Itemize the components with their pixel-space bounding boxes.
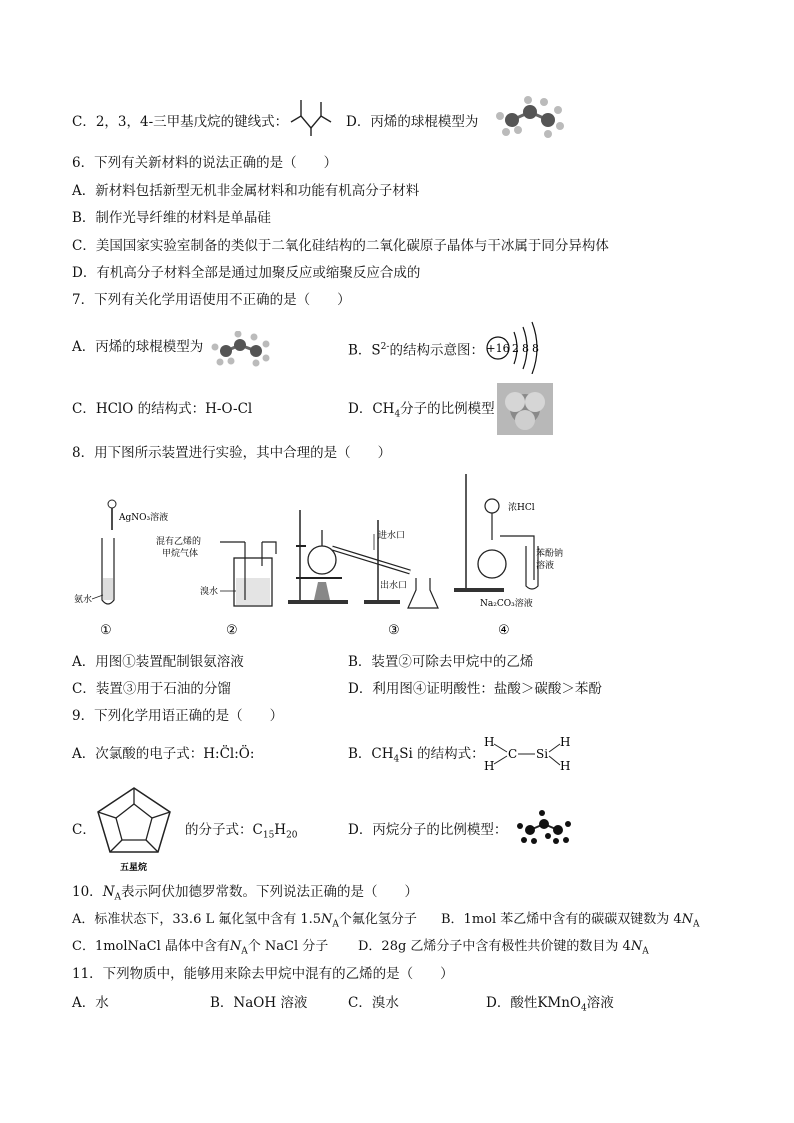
q7-option-a: A．丙烯的球棍模型为 bbox=[72, 339, 204, 355]
q10-option-d: D．28g 乙烯分子中含有极性共价键的数目为 $4N_A$ bbox=[358, 939, 649, 957]
q7-option-d: D．$CH_4$分子的比例模型 bbox=[348, 401, 495, 420]
q11-option-c: C．溴水 bbox=[348, 995, 399, 1011]
s-nucleus-label: +16 bbox=[486, 342, 510, 355]
fig4-sol-label-2: 溶液 bbox=[536, 561, 555, 571]
q10-option-c: C．1molNaCl 晶体中含有$N_A$个 NaCl 分子 bbox=[72, 939, 329, 957]
fig-label-4: ④ bbox=[498, 623, 510, 638]
q10-option-a: A．标准状态下，33.6 L 氟化氢中含有 $1.5N_A$个氟化氢分子 bbox=[72, 912, 417, 930]
pentaprismane-structure bbox=[92, 782, 176, 874]
apparatus-1 bbox=[74, 500, 168, 605]
fig2-bottle-label: 溴水 bbox=[200, 587, 219, 597]
q6-option-b: B．制作光导纤维的材料是单晶硅 bbox=[72, 210, 271, 226]
fig3-inlet-label: 进水口 bbox=[378, 531, 406, 541]
svg-text:H: H bbox=[560, 735, 571, 749]
sulfide-ion-structure-diagram bbox=[484, 318, 548, 374]
q9-option-b: B．$CH_4Si$ 的结构式： bbox=[348, 746, 485, 765]
fig1-reagent-label: AgNO₃溶液 bbox=[119, 513, 169, 523]
q6-stem: 6．下列有关新材料的说法正确的是（ ） bbox=[72, 155, 338, 171]
svg-text:H: H bbox=[484, 735, 495, 749]
q8-option-c: C．装置③用于石油的分馏 bbox=[72, 681, 231, 697]
s-shell-2: 8 bbox=[522, 342, 529, 355]
methane-space-filling-model bbox=[497, 383, 553, 435]
q7-option-b: B．$S^{2-}$的结构示意图： bbox=[348, 342, 484, 359]
pentaprismane-caption: 五星烷 bbox=[120, 863, 148, 873]
propene-ball-stick-model-small bbox=[210, 331, 272, 367]
q11-option-b: B．NaOH 溶液 bbox=[210, 995, 308, 1011]
q7-option-c: C．HClO 的结构式：H-O-Cl bbox=[72, 401, 253, 417]
q8-stem: 8．用下图所示装置进行实验，其中合理的是（ ） bbox=[72, 445, 392, 461]
apparatus-3 bbox=[288, 510, 438, 608]
fig-label-1: ① bbox=[100, 623, 112, 638]
q9-option-c: 的分子式：$C_{15}H_{20}$ bbox=[185, 822, 298, 841]
apparatus-4 bbox=[454, 474, 563, 609]
fig2-gas-label-1: 混有乙烯的 bbox=[156, 537, 202, 547]
q9-option-d: D．丙烷分子的比例模型： bbox=[348, 822, 508, 838]
fig4-flask-label: Na₂CO₃溶液 bbox=[480, 599, 533, 609]
ch4si-structural-formula bbox=[482, 732, 572, 776]
fig4-sol-label-1: 苯酚钠 bbox=[536, 549, 564, 559]
fig-label-3: ③ bbox=[388, 623, 400, 638]
q6-option-a: A．新材料包括新型无机非金属材料和功能有机高分子材料 bbox=[72, 183, 420, 199]
q8-option-d: D．利用图④证明酸性：盐酸＞碳酸＞苯酚 bbox=[348, 681, 602, 697]
q9-stem: 9．下列化学用语正确的是（ ） bbox=[72, 708, 284, 724]
q8-option-a: A．用图①装置配制银氨溶液 bbox=[72, 654, 244, 670]
q9-option-c-label: C． bbox=[72, 822, 96, 838]
svg-text:C: C bbox=[508, 747, 518, 761]
svg-text:H: H bbox=[484, 759, 495, 773]
svg-text:H: H bbox=[560, 759, 571, 773]
q5-option-d: D．丙烯的球棍模型为 bbox=[346, 114, 479, 130]
apparatus-2 bbox=[156, 535, 276, 606]
s-shell-3: 8 bbox=[532, 342, 539, 355]
q11-stem: 11．下列物质中，能够用来除去甲烷中混有的乙烯的是（ ） bbox=[72, 966, 454, 982]
q6-option-d: D．有机高分子材料全部是通过加聚反应或缩聚反应合成的 bbox=[72, 265, 421, 281]
fig-label-2: ② bbox=[226, 623, 238, 638]
propene-ball-stick-model bbox=[494, 96, 566, 138]
q10-stem: 10．$N_A$表示阿伏加德罗常数。下列说法正确的是（ ） bbox=[72, 884, 418, 903]
fig3-outlet-label: 出水口 bbox=[380, 581, 408, 591]
experiment-apparatus-figure bbox=[70, 470, 590, 642]
q11-option-d: D．酸性KMnO$_4$溶液 bbox=[486, 995, 614, 1014]
fig1-tube-label: 氨水 bbox=[74, 595, 93, 605]
fig2-gas-label-2: 甲烷气体 bbox=[162, 549, 199, 559]
q9-option-a: A．次氯酸的电子式：H:C̈l:Ö: bbox=[72, 746, 255, 762]
propane-ball-model bbox=[516, 810, 572, 846]
q6-option-c: C．美国国家实验室制备的类似于二氧化硅结构的二氧化碳原子晶体与干冰属于同分异构体 bbox=[72, 238, 609, 254]
q8-option-b: B．装置②可除去甲烷中的乙烯 bbox=[348, 654, 534, 670]
q11-option-a: A．水 bbox=[72, 995, 109, 1011]
s-shell-1: 2 bbox=[512, 342, 519, 355]
q5-option-c: C．2，3，4-三甲基戊烷的键线式： bbox=[72, 114, 289, 130]
q10-option-b: B．1mol 苯乙烯中含有的碳碳双键数为 $4N_A$ bbox=[441, 912, 700, 930]
fig4-acid-label: 浓HCl bbox=[508, 503, 535, 513]
q7-stem: 7．下列有关化学用语使用不正确的是（ ） bbox=[72, 292, 351, 308]
trimethylpentane-skeletal-structure bbox=[287, 96, 339, 138]
svg-text:Si: Si bbox=[536, 747, 549, 761]
